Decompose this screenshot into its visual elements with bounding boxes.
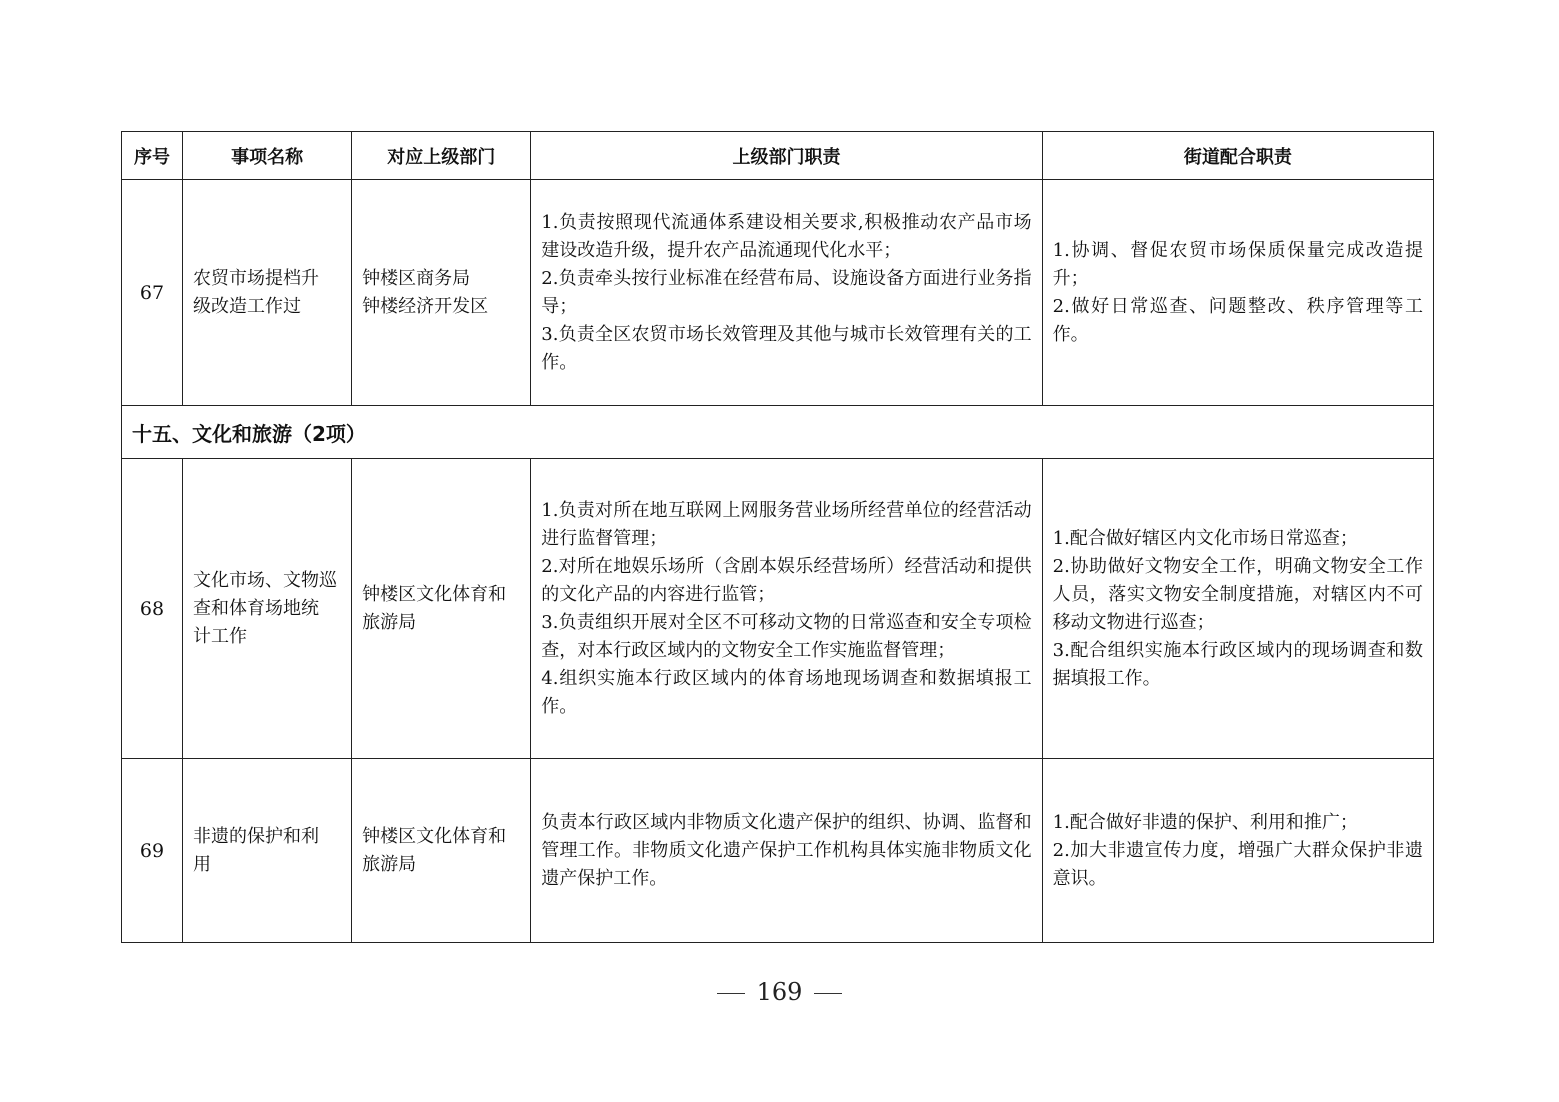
- table-row: [122, 759, 1434, 943]
- header-name: 事项名称: [183, 132, 352, 180]
- item-name-line: 级改造工作过: [193, 295, 302, 317]
- left-dash: [717, 993, 745, 994]
- duty-table: [121, 131, 1434, 943]
- duty-item: 负责本行政区域内非物质文化遗产保护的组织、协调、监督和管理工作。非物质文化遗产保护工作机构具体实施非物质文化遗产保护工作。: [541, 811, 1032, 889]
- table-header-row: [122, 132, 1434, 180]
- street-item: 2.协助做好文物安全工作，明确文物安全工作人员，落实文物安全制度措施，对辖区内不可移动文物进行巡查；: [1052, 555, 1423, 633]
- street-duty: [1042, 180, 1433, 406]
- item-name: [183, 180, 352, 406]
- duty-item: 2.对所在地娱乐场所（含剧本娱乐经营场所）经营活动和提供的文化产品的内容进行监管；: [541, 555, 1032, 605]
- item-name: [183, 459, 352, 759]
- duty-item: 3.负责全区农贸市场长效管理及其他与城市长效管理有关的工作。: [541, 323, 1032, 373]
- dept-name-line: 钟楼区文化体育和: [362, 583, 507, 605]
- page-footer: [0, 978, 1559, 1006]
- street-item: 2.做好日常巡查、问题整改、秩序管理等工作。: [1052, 295, 1423, 345]
- item-name-line: 文化市场、文物巡: [193, 569, 338, 591]
- section-title: 十五、文化和旅游（2项）: [122, 406, 1434, 459]
- row-number: 69: [122, 759, 183, 943]
- street-item: 1.配合做好辖区内文化市场日常巡查；: [1052, 527, 1358, 549]
- item-name-line: 用: [193, 853, 212, 875]
- duty-item: 2.负责牵头按行业标准在经营布局、设施设备方面进行业务指导；: [541, 267, 1032, 317]
- item-name-line: 查和体育场地统: [193, 597, 320, 619]
- row-number: 68: [122, 459, 183, 759]
- street-duty: [1042, 459, 1433, 759]
- item-name-line: 农贸市场提档升: [193, 267, 320, 289]
- dept-name-line: 钟楼经济开发区: [362, 295, 489, 317]
- dept-name-line: 旅游局: [362, 853, 417, 875]
- header-duty: 上级部门职责: [531, 132, 1042, 180]
- superior-duty: [531, 180, 1042, 406]
- street-duty: [1042, 759, 1433, 943]
- dept-name-line: 钟楼区商务局: [362, 267, 471, 289]
- header-no: 序号: [122, 132, 183, 180]
- superior-duty: [531, 759, 1042, 943]
- right-dash: [814, 993, 842, 994]
- duty-item: 4.组织实施本行政区域内的体育场地现场调查和数据填报工作。: [541, 667, 1032, 717]
- dept-name: [352, 459, 531, 759]
- header-dept: 对应上级部门: [352, 132, 531, 180]
- item-name-line: 计工作: [193, 625, 248, 647]
- row-number: 67: [122, 180, 183, 406]
- dept-name-line: 钟楼区文化体育和: [362, 825, 507, 847]
- table-row: [122, 180, 1434, 406]
- header-street: 街道配合职责: [1042, 132, 1433, 180]
- item-name: [183, 759, 352, 943]
- dept-name-line: 旅游局: [362, 611, 417, 633]
- duty-item: 1.负责对所在地互联网上网服务营业场所经营单位的经营活动进行监督管理；: [541, 499, 1032, 549]
- street-item: 1.配合做好非遗的保护、利用和推广；: [1052, 811, 1358, 833]
- item-name-line: 非遗的保护和利: [193, 825, 320, 847]
- street-item: 3.配合组织实施本行政区域内的现场调查和数据填报工作。: [1052, 639, 1423, 689]
- duty-item: 1.负责按照现代流通体系建设相关要求,积极推动农产品市场建设改造升级，提升农产品流通现代化水平；: [541, 211, 1032, 261]
- superior-duty: [531, 459, 1042, 759]
- dept-name: [352, 759, 531, 943]
- section-row: [122, 406, 1434, 459]
- page-number: 169: [756, 978, 803, 1006]
- street-item: 2.加大非遗宣传力度，增强广大群众保护非遗意识。: [1052, 839, 1423, 889]
- street-item: 1.协调、督促农贸市场保质保量完成改造提升；: [1052, 239, 1423, 289]
- duty-item: 3.负责组织开展对全区不可移动文物的日常巡查和安全专项检查，对本行政区域内的文物安全工作实施监督管理；: [541, 611, 1032, 661]
- table-row: [122, 459, 1434, 759]
- dept-name: [352, 180, 531, 406]
